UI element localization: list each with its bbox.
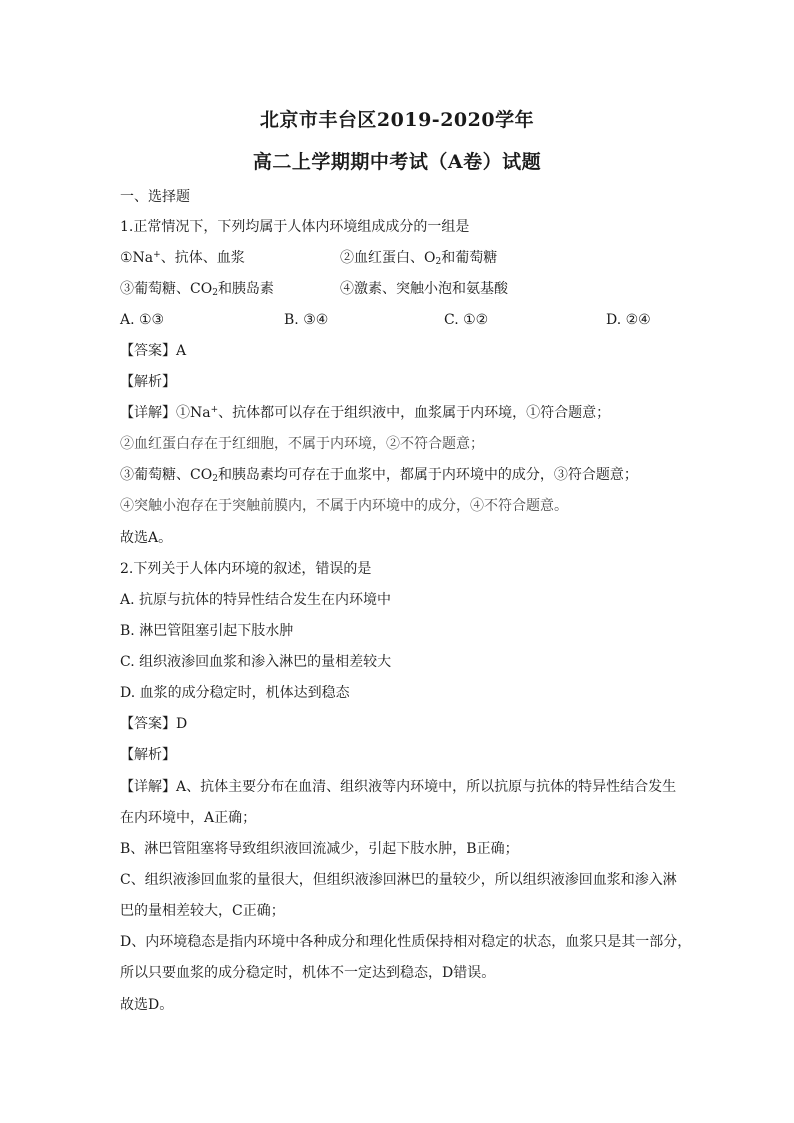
q2-explanation-c-1: C、组织液渗回血浆的量很大，但组织液渗回淋巴的量较少，所以组织液渗回血浆和渗入淋 xyxy=(120,872,677,888)
q1-explanation-3: ③葡萄糖、$CO_2$和胰岛素均可存在于血浆中，都属于内环境中的成分，③符合题意； xyxy=(120,467,638,484)
q1-answer: 【答案】A xyxy=(120,343,187,359)
q2-option-b: B. 淋巴管阻塞引起下肢水肿 xyxy=(120,623,294,639)
q1-option-a: A. ①③ xyxy=(120,312,165,328)
q1-conclusion: 故选A。 xyxy=(120,530,173,546)
q1-item-3: ③葡萄糖、$CO_2$和胰岛素 xyxy=(120,281,274,298)
q2-stem: 2.下列关于人体内环境的叙述，错误的是 xyxy=(120,561,372,577)
q1-item-2: ②血红蛋白、$O_2$和葡萄糖 xyxy=(340,250,498,267)
q2-explanation-a-1: 【详解】A、抗体主要分布在血清、组织液等内环境中，所以抗原与抗体的特异性结合发生 xyxy=(120,779,677,795)
q1-option-c: C. ①② xyxy=(444,312,489,328)
q1-explanation-4: ④突触小泡存在于突触前膜内，不属于内环境中的成分，④不符合题意。 xyxy=(120,498,568,514)
q2-option-c: C. 组织液渗回血浆和渗入淋巴的量相差较大 xyxy=(120,654,392,670)
document-title-line-2: 高二上学期期中考试（A卷）试题 xyxy=(252,151,542,173)
q2-explanation-a-2: 在内环境中，A正确； xyxy=(120,810,257,826)
q1-stem: 1.正常情况下，下列均属于人体内环境组成成分的一组是 xyxy=(120,219,470,235)
q2-conclusion: 故选D。 xyxy=(120,997,174,1013)
q2-explanation-d-2: 所以只要血浆的成分稳定时，机体不一定达到稳态，D错误。 xyxy=(120,965,496,981)
q2-explanation-c-2: 巴的量相差较大，C正确； xyxy=(120,903,285,919)
q2-answer: 【答案】D xyxy=(120,716,188,732)
q1-explanation-2: ②血红蛋白存在于红细胞，不属于内环境，②不符合题意； xyxy=(120,436,484,452)
q1-analysis-label: 【解析】 xyxy=(120,374,176,390)
section-heading: 一、选择题 xyxy=(120,189,190,205)
q2-explanation-b: B、淋巴管阻塞将导致组织液回流减少，引起下肢水肿，B正确； xyxy=(120,841,519,857)
q2-option-a: A. 抗原与抗体的特异性结合发生在内环境中 xyxy=(120,592,392,608)
q2-option-d: D. 血浆的成分稳定时，机体达到稳态 xyxy=(120,685,350,701)
q1-item-1: ①Na+、抗体、血浆 xyxy=(120,250,245,266)
q1-item-4: ④激素、突触小泡和氨基酸 xyxy=(340,281,508,297)
q1-option-d: D. ②④ xyxy=(606,312,651,328)
q2-explanation-d-1: D、内环境稳态是指内环境中各种成分和理化性质保持相对稳定的状态，血浆只是其一部分， xyxy=(120,934,692,950)
document-title-line-1: 北京市丰台区2019-2020学年 xyxy=(259,109,535,131)
q2-analysis-label: 【解析】 xyxy=(120,747,176,763)
q1-explanation-1: 【详解】①Na+、抗体都可以存在于组织液中，血浆属于内环境，①符合题意； xyxy=(120,405,611,421)
q1-option-b: B. ③④ xyxy=(284,312,329,328)
